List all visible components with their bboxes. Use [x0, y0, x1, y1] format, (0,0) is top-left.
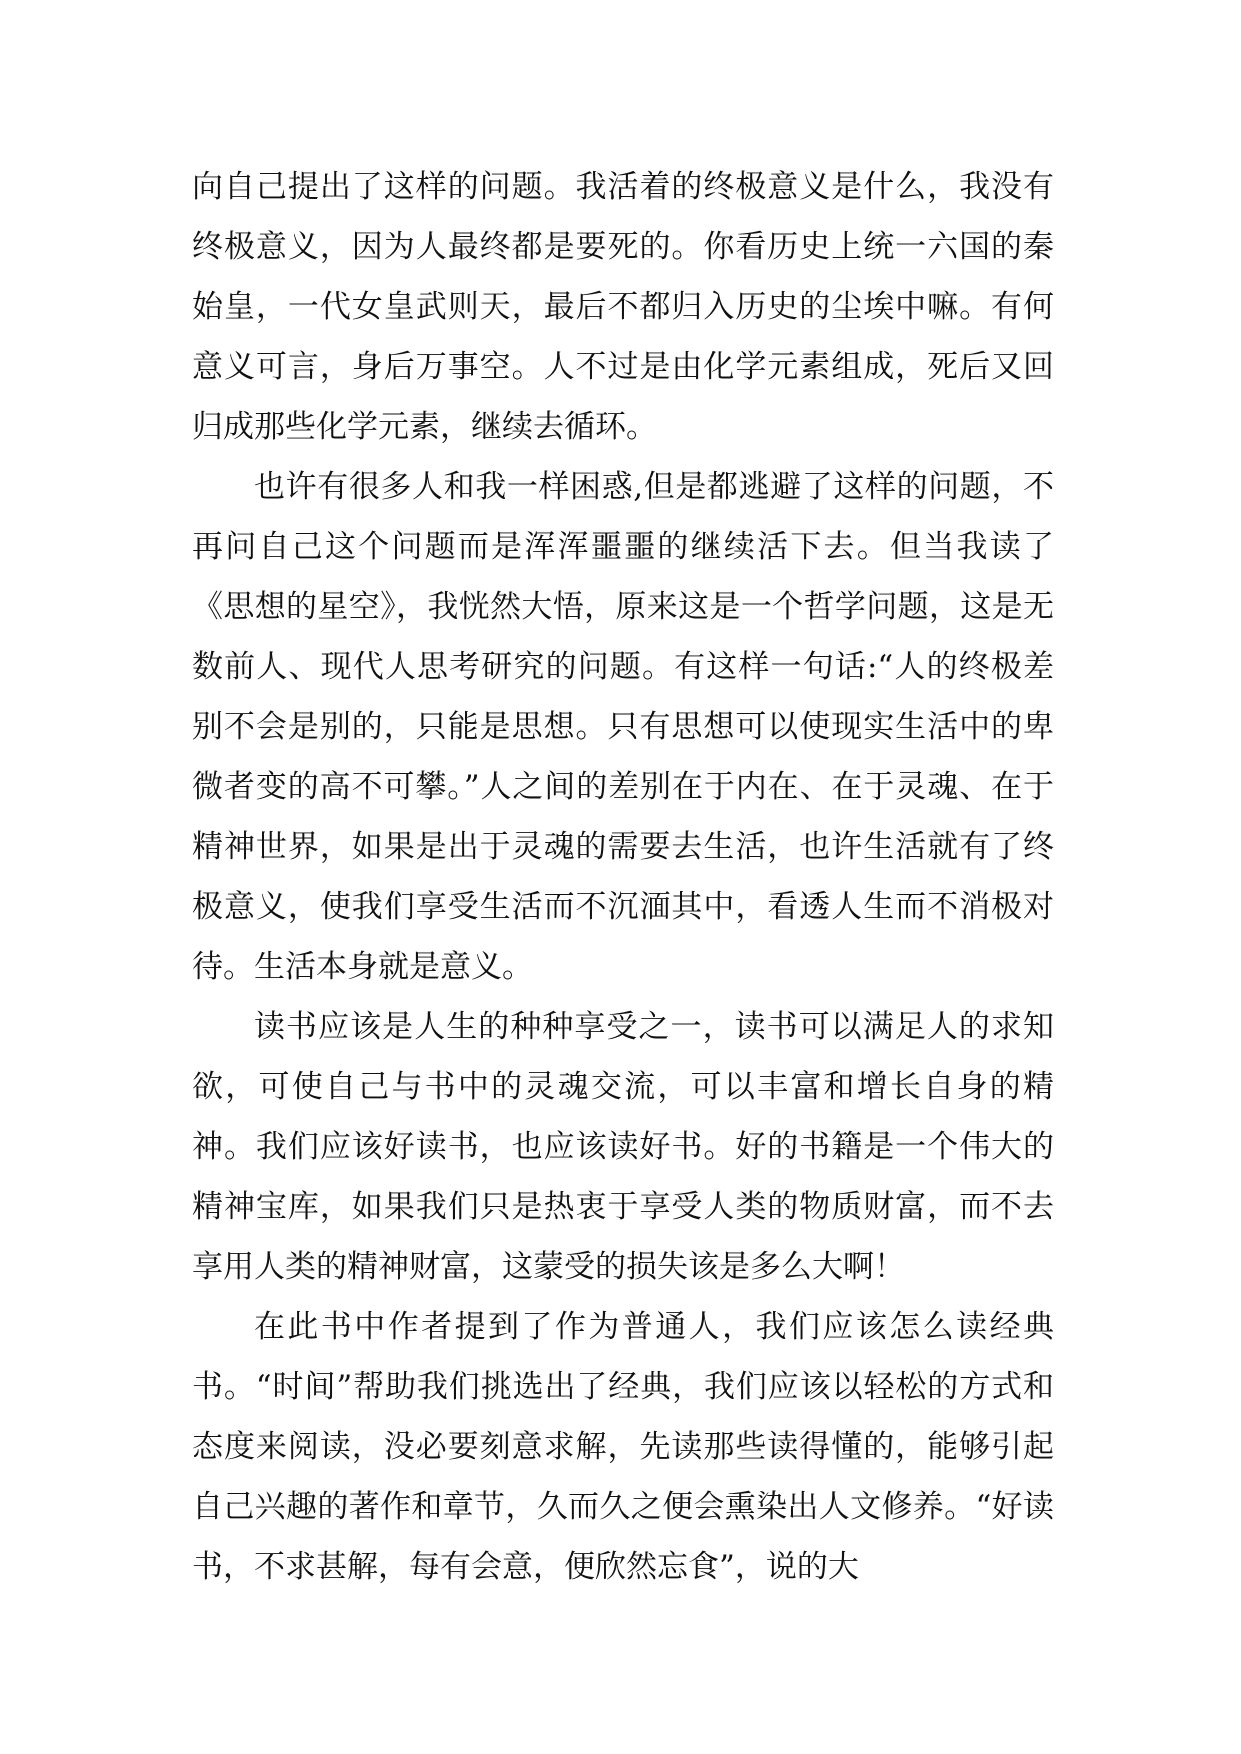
- body-text: [192, 157, 1054, 1597]
- paragraph-continuation: 向自己提出了这样的问题。我活着的终极意义是什么，我没有终极意义，因为人最终都是要死的。你看历史上统一六国的秦始皇，一代女皇武则天，最后不都归入历史的尘埃中嘛。有何意义可言，身后万事空。人不过是由化学元素组成，死后又回归成那些化学元素，继续去循环。: [192, 169, 1054, 445]
- paragraph: 读书应该是人生的种种享受之一，读书可以满足人的求知欲，可使自己与书中的灵魂交流，可以丰富和增长自身的精神。我们应该好读书，也应该读好书。好的书籍是一个伟大的精神宝库，如果我们只是热衷于享受人类的物质财富，而不去享用人类的精神财富，这蒙受的损失该是多么大啊！: [192, 1009, 1054, 1285]
- paragraph: 也许有很多人和我一样困惑,但是都逃避了这样的问题，不再问自己这个问题而是浑浑噩噩的继续活下去。但当我读了《思想的星空》，我恍然大悟，原来这是一个哲学问题，这是无数前人、现代人思考研究的问题。有这样一句话:“人的终极差别不会是别的，只能是思想。只有思想可以使现实生活中的卑微者变的高不可攀。”人之间的差别在于内在、在于灵魂、在于精神世界，如果是出于灵魂的需要去生活，也许生活就有了终极意义，使我们享受生活而不沉湎其中，看透人生而不消极对待。生活本身就是意义。: [192, 469, 1054, 985]
- paragraph: 在此书中作者提到了作为普通人，我们应该怎么读经典书。“时间”帮助我们挑选出了经典，我们应该以轻松的方式和态度来阅读，没必要刻意求解，先读那些读得懂的，能够引起自己兴趣的著作和章节，久而久之便会熏染出人文修养。“好读书，不求甚解，每有会意，便欣然忘食”，说的大: [192, 1309, 1054, 1585]
